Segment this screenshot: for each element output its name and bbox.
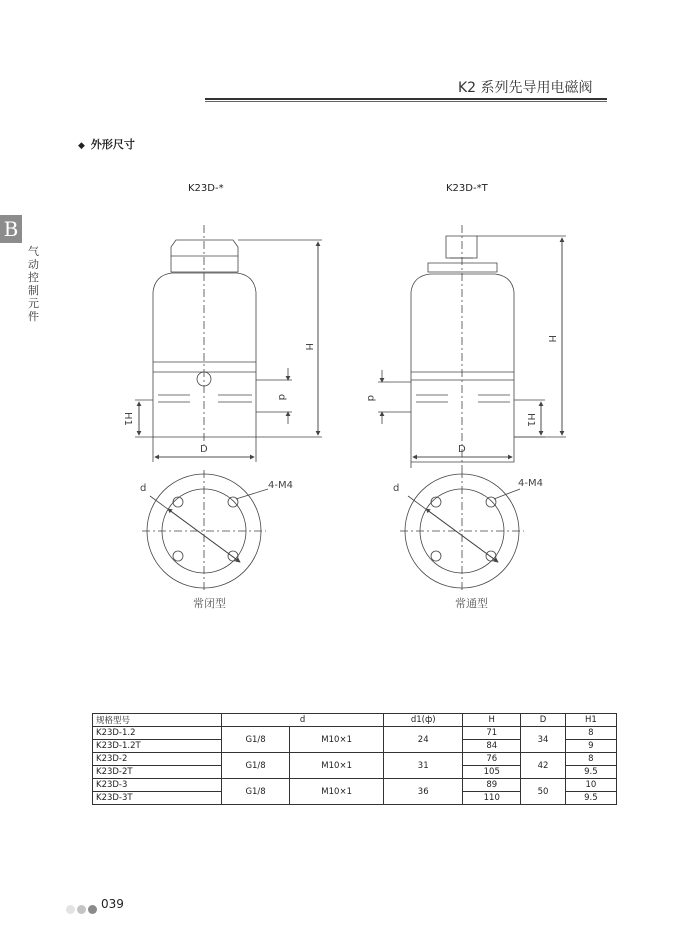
thread-cell: M10×1: [290, 753, 384, 779]
page-header-title: K2 系列先导用电磁阀: [458, 80, 593, 96]
d1-cell: 31: [384, 753, 463, 779]
model-cell: K23D-2T: [93, 766, 222, 779]
d1-cell: 24: [384, 727, 463, 753]
dim-label-H-right: H: [546, 335, 557, 343]
drawing-model-label-left: K23D-*: [188, 183, 224, 194]
table-row: [93, 753, 617, 766]
drawing-model-label-right: K23D-*T: [446, 183, 488, 194]
dim-label-H1-left: H1: [122, 412, 133, 426]
d1-cell: 36: [384, 779, 463, 805]
drawing-caption-left: 常闭型: [193, 597, 226, 610]
thread-cell: G1/8: [222, 753, 290, 779]
dim-label-D-left: D: [200, 444, 208, 455]
thread-cell: G1/8: [222, 779, 290, 805]
footer-dot-icon: [66, 905, 75, 914]
valve-elevation-normally-closed: [135, 225, 322, 462]
H1-cell: 10: [565, 779, 616, 792]
H-cell: 89: [463, 779, 521, 792]
dim-label-d-right: d: [365, 395, 376, 402]
H1-cell: 8: [565, 727, 616, 740]
dim-label-mount-left: 4-M4: [268, 480, 293, 491]
specification-table: [92, 713, 617, 805]
dim-label-H-left: H: [303, 343, 314, 351]
col-header-H: H: [463, 714, 521, 727]
dim-label-H1-right: H1: [525, 413, 536, 427]
H1-cell: 9: [565, 740, 616, 753]
H1-cell: 9.5: [565, 792, 616, 805]
H-cell: 105: [463, 766, 521, 779]
diamond-bullet-icon: ◆: [78, 141, 85, 151]
col-header-d1: d1(ф): [384, 714, 463, 727]
drawing-caption-right: 常通型: [455, 597, 488, 610]
model-cell: K23D-1.2: [93, 727, 222, 740]
D-cell: 34: [521, 727, 565, 753]
footer-dots: [66, 899, 99, 918]
model-cell: K23D-1.2T: [93, 740, 222, 753]
dim-label-bolt-d-right: d: [393, 483, 400, 494]
valve-elevation-normally-open: [378, 225, 566, 470]
dim-label-mount-right: 4-M4: [518, 478, 543, 489]
dim-label-D-right: D: [458, 444, 466, 455]
chapter-tab-letter: B: [0, 215, 22, 243]
model-cell: K23D-3: [93, 779, 222, 792]
valve-plan-normally-open: [400, 470, 524, 592]
D-cell: 42: [521, 753, 565, 779]
col-header-d: d: [222, 714, 384, 727]
H1-cell: 8: [565, 753, 616, 766]
footer-dot-icon: [77, 905, 86, 914]
model-cell: K23D-2: [93, 753, 222, 766]
model-cell: K23D-3T: [93, 792, 222, 805]
dim-label-bolt-d-left: d: [140, 483, 147, 494]
dim-label-d-left: d: [276, 394, 287, 401]
H-cell: 84: [463, 740, 521, 753]
thread-cell: M10×1: [290, 779, 384, 805]
col-header-model: 规格型号: [93, 714, 222, 727]
valve-plan-normally-closed: [142, 470, 268, 592]
table-header-row: [93, 714, 617, 727]
footer-dot-icon: [88, 905, 97, 914]
page-number: 039: [101, 897, 124, 911]
col-header-H1: H1: [565, 714, 616, 727]
thread-cell: M10×1: [290, 727, 384, 753]
H-cell: 110: [463, 792, 521, 805]
D-cell: 50: [521, 779, 565, 805]
section-title: 外形尺寸: [90, 138, 135, 151]
H1-cell: 9.5: [565, 766, 616, 779]
H-cell: 76: [463, 753, 521, 766]
chapter-tab-text: 气动控制元件: [28, 245, 39, 323]
H-cell: 71: [463, 727, 521, 740]
table-row: [93, 727, 617, 740]
thread-cell: G1/8: [222, 727, 290, 753]
table-row: [93, 779, 617, 792]
col-header-D: D: [521, 714, 565, 727]
